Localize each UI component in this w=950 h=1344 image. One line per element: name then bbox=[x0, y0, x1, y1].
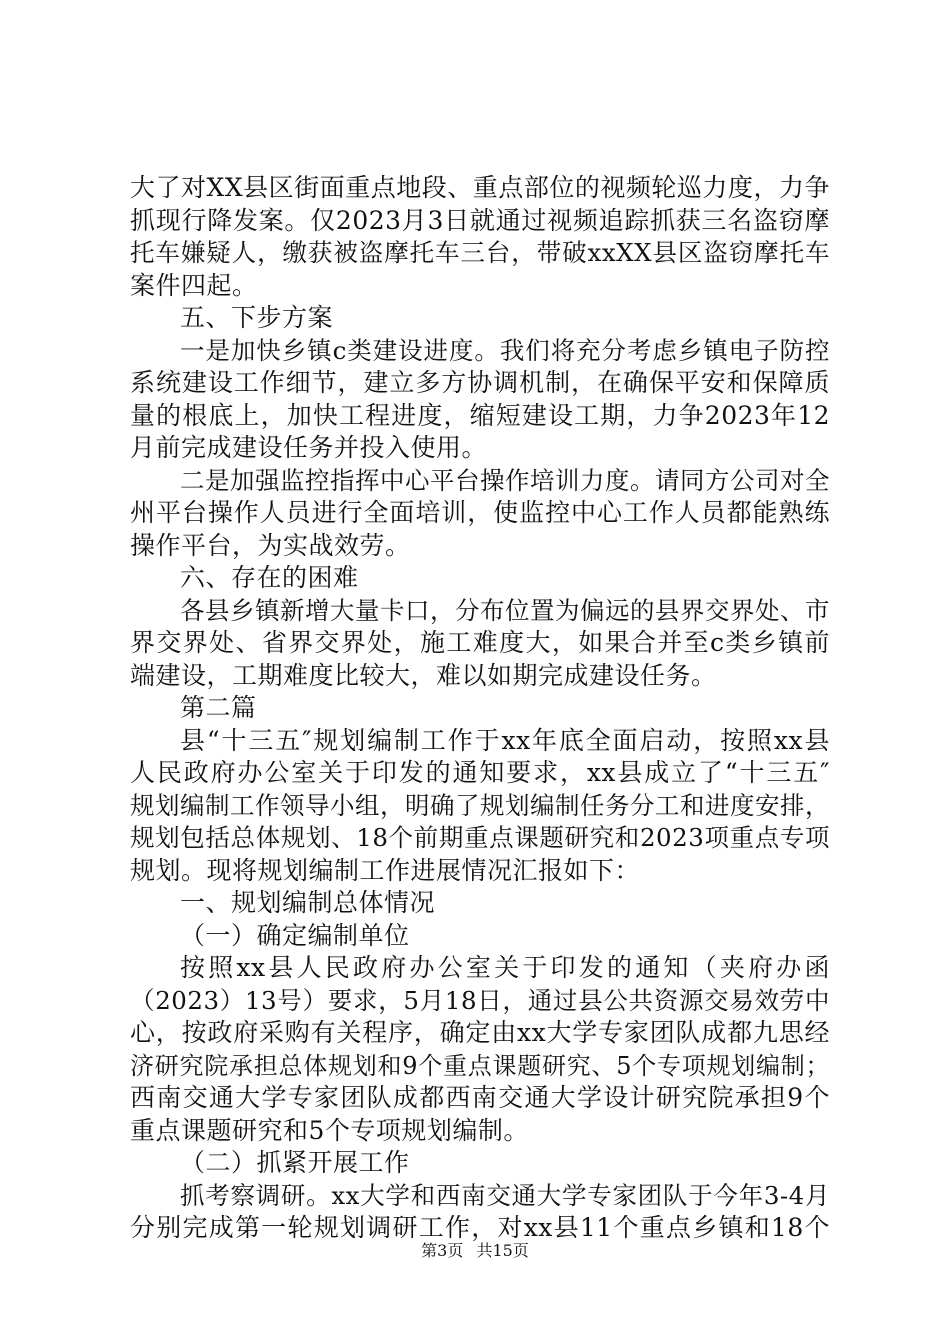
page-total: 共15页 bbox=[476, 1241, 529, 1260]
text-line: 系统建设工作细节，建立多方协调机制，在确保平安和保障质 bbox=[130, 368, 830, 397]
text-line: 按照xx县人民政府办公室关于印发的通知（夹府办函 bbox=[180, 953, 830, 982]
text-line: （二）抓紧开展工作 bbox=[180, 1148, 410, 1177]
text-line: 人民政府办公室关于印发的通知要求，xx县成立了“十三五″ bbox=[130, 758, 830, 787]
text-line: 济研究院承担总体规划和9个重点课题研究、5个专项规划编制； bbox=[130, 1051, 830, 1080]
text-line: 操作平台，为实战效劳。 bbox=[130, 530, 411, 560]
text-line: 二是加强监控指挥中心平台操作培训力度。请同方公司对全 bbox=[180, 465, 830, 495]
page-footer bbox=[0, 1241, 950, 1261]
text-line: 第二篇 bbox=[180, 693, 257, 722]
text-line: 抓考察调研。xx大学和西南交通大学专家团队于今年3-4月 bbox=[180, 1180, 830, 1210]
text-line: 规划编制工作领导小组，明确了规划编制任务分工和进度安排， bbox=[130, 790, 830, 820]
text-line: 州平台操作人员进行全面培训，使监控中心工作人员都能熟练 bbox=[130, 498, 830, 527]
text-line: 重点课题研究和5个专项规划编制。 bbox=[130, 1115, 529, 1145]
text-line: 案件四起。 bbox=[130, 270, 258, 300]
text-line: 六、存在的困难 bbox=[180, 563, 359, 592]
text-line: 一是加快乡镇c类建设进度。我们将充分考虑乡镇电子防控 bbox=[180, 335, 830, 365]
text-line: （一）确定编制单位 bbox=[180, 920, 410, 950]
text-line: 心，按政府采购有关程序，确定由xx大学专家团队成都九思经 bbox=[130, 1018, 830, 1047]
text-line: 分别完成第一轮规划调研工作，对xx县11个重点乡镇和18个 bbox=[130, 1213, 830, 1242]
text-line: 一、规划编制总体情况 bbox=[180, 888, 436, 917]
text-line: 县“十三五″规划编制工作于xx年底全面启动，按照xx县 bbox=[180, 725, 830, 755]
text-line: （2023）13号）要求，5月18日，通过县公共资源交易效劳中 bbox=[130, 985, 830, 1015]
text-line: 界交界处、省界交界处，施工难度大，如果合并至c类乡镇前 bbox=[130, 628, 830, 657]
document-body bbox=[130, 172, 830, 1245]
text-line: 托车嫌疑人，缴获被盗摩托车三台，带破xxXX县区盗窃摩托车 bbox=[130, 238, 830, 267]
text-line: 抓现行降发案。仅2023月3日就通过视频追踪抓获三名盗窃摩 bbox=[130, 205, 830, 235]
text-line: 量的根底上，加快工程进度，缩短建设工期，力争2023年12 bbox=[130, 400, 830, 430]
text-line: 西南交通大学专家团队成都西南交通大学设计研究院承担9个 bbox=[130, 1083, 830, 1112]
text-line: 大了对XX县区街面重点地段、重点部位的视频轮巡力度，力争 bbox=[130, 173, 830, 202]
text-line: 规划。现将规划编制工作进展情况汇报如下： bbox=[130, 855, 641, 885]
text-line: 五、下步方案 bbox=[180, 303, 334, 332]
text-line: 月前完成建设任务并投入使用。 bbox=[130, 433, 488, 462]
page-number: 第3页 bbox=[421, 1241, 464, 1260]
text-line: 规划包括总体规划、18个前期重点课题研究和2023项重点专项 bbox=[130, 823, 830, 852]
text-line: 端建设，工期难度比较大，难以如期完成建设任务。 bbox=[130, 660, 717, 690]
text-line: 各县乡镇新增大量卡口，分布位置为偏远的县界交界处、市 bbox=[180, 595, 830, 625]
